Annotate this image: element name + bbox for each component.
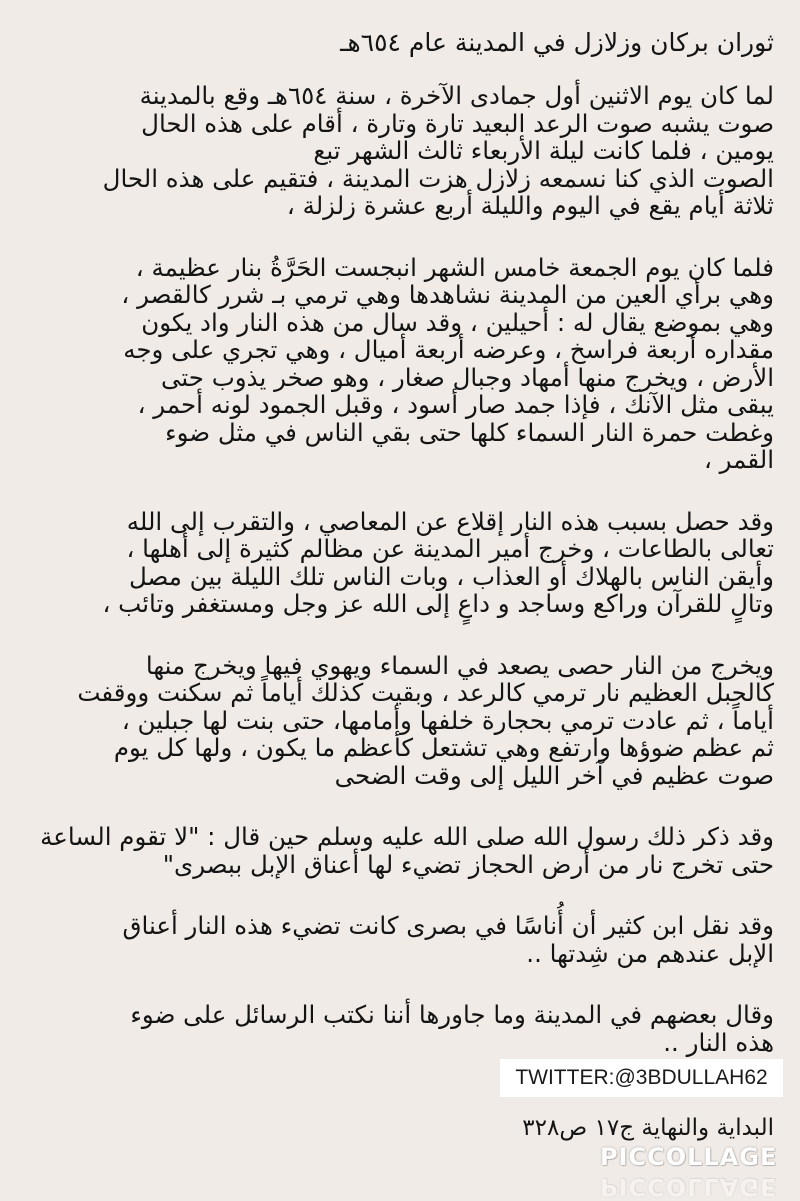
paragraph-line: حتى تخرج نار من أرض الحجاز تضيء لها أعناق الإبل ببصرى" — [162, 849, 774, 879]
paragraph-line: وهي برأي العين من المدينة نشاهدها وهي ترمي بـ شرر كالقصر ، — [121, 280, 774, 309]
paragraph — [30, 652, 774, 790]
paragraph — [30, 508, 774, 618]
paragraph-line: كالجبل العظيم نار ترمي كالرعد ، وبقيت كذلك أياماً ثم سكنت ووقفت — [77, 678, 774, 707]
paragraph-line: وقد ذكر ذلك رسول الله صلى الله عليه وسلم حين قال : "لا تقوم الساعة — [40, 822, 774, 851]
paragraph-line: القمر ، — [703, 445, 774, 474]
paragraph — [30, 1001, 774, 1056]
paragraph-line: هذه النار .. — [663, 1027, 774, 1057]
paragraph-line: وقد حصل بسبب هذه النار إقلاع عن المعاصي ، والتقرب إلى الله — [126, 506, 774, 536]
paragraph-line: أياماً ، ثم عادت ترمي بحجارة خلفها وأمامها، حتى بنت لها جبلين ، — [121, 705, 774, 735]
paragraph-line: الأرض ، ويخرج منها أمهاد وجبال صغار ، وهو صخر يذوب حتى — [160, 362, 774, 392]
paragraph-line: مقداره أربعة فراسخ ، وعرضه أربعة أميال ، وهي تجري على وجه — [123, 335, 774, 364]
paragraph-line: فلما كان يوم الجمعة خامس الشهر انبجست الحَرَّةُ بنار عظيمة ، — [135, 252, 774, 282]
paragraph-line: صوت عظيم في آخر الليل إلى وقت الضحى — [334, 760, 774, 790]
paragraph — [30, 912, 774, 967]
paragraph-line: لما كان يوم الاثنين أول جمادى الآخرة ، سنة ٦٥٤هـ وقع بالمدينة — [139, 81, 774, 110]
piccollage-watermark — [600, 1143, 790, 1201]
watermark-reflection: PICCOLLAGE — [600, 1173, 778, 1201]
paragraph-line: وهي بموضع يقال له : أحيلين ، وقد سال من هذه النار واد يكون — [141, 307, 774, 337]
paragraph-line: ثلاثة أيام يقع في اليوم والليلة أربع عشرة زلزلة ، — [286, 191, 774, 220]
paragraph-line: وتالٍ للقرآن وراكع وساجد و داعٍ إلى الله عز وجل ومستغفر وتائب ، — [102, 589, 774, 618]
paragraph-line: ويخرج من النار حصى يصعد في السماء ويهوي فيها ويخرج منها — [145, 650, 774, 680]
paragraph — [30, 254, 774, 474]
watermark-text: PICCOLLAGE — [600, 1143, 778, 1171]
twitter-handle-label: TWITTER:@3BDULLAH62 — [500, 1059, 783, 1097]
paragraph-line: ثم عظم ضوؤها وارتفع وهي تشتعل كأعظم ما يكون ، ولها كل يوم — [113, 733, 774, 762]
paragraph-line: وغطت حمرة النار السماء كلها حتى بقي الناس في مثل ضوء — [165, 417, 774, 447]
paragraph-line: وأيقن الناس بالهلاك أو العذاب ، وبات الناس تلك الليلة بين مصل — [128, 561, 774, 591]
paragraph-line: صوت يشبه صوت الرعد البعيد تارة وتارة ، أقام على هذه الحال — [141, 108, 774, 138]
article-body — [30, 82, 774, 1056]
paragraph-line: الإبل عندهم من شِدتها .. — [526, 938, 774, 968]
paragraph-line: الصوت الذي كنا نسمعه زلازل هزت المدينة ، فتقيم على هذه الحال — [102, 163, 774, 193]
paragraph — [30, 82, 774, 220]
paragraph-line: وقال بعضهم في المدينة وما جاورها أننا نكتب الرسائل على ضوء — [130, 1000, 774, 1029]
paragraph-line: وقد نقل ابن كثير أن أُناسًا في بصرى كانت تضيء هذه النار أعناق — [122, 911, 774, 940]
paragraph — [30, 823, 774, 878]
source-citation: البداية والنهاية ج١٧ ص٣٢٨ — [522, 1115, 774, 1141]
page-title: ثوران بركان وزلازل في المدينة عام ٦٥٤هـ — [340, 28, 774, 57]
paragraph-line: تعالى بالطاعات ، وخرج أمير المدينة عن مظالم كثيرة إلى أهلها ، — [126, 534, 774, 563]
paragraph-line: يبقى مثل الآنك ، فإذا جمد صار أسود ، وقبل الجمود لونه أحمر ، — [137, 390, 774, 419]
paragraph-line: يومين ، فلما كانت ليلة الأربعاء ثالث الشهر تبع — [313, 136, 774, 165]
